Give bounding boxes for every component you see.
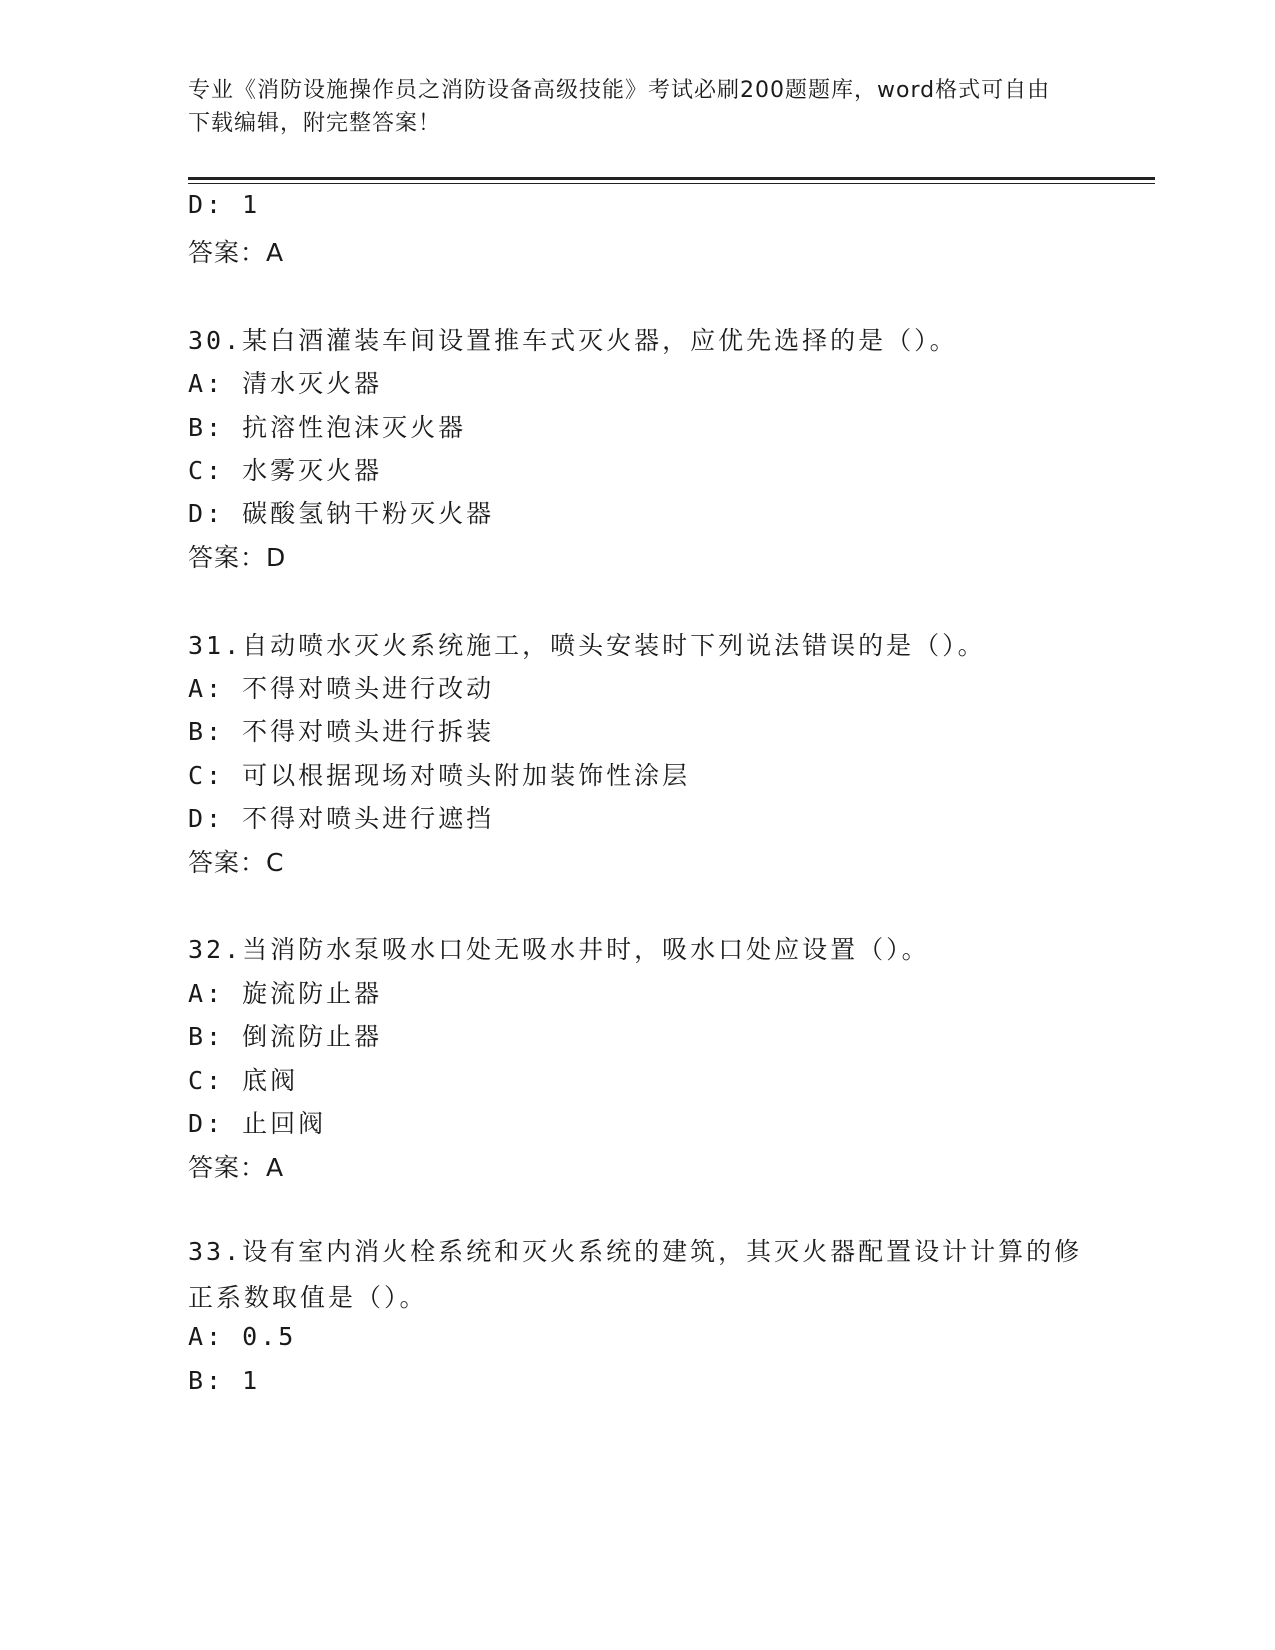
question-31-option-c: C: 可以根据现场对喷头附加装饰性涂层 (188, 761, 691, 790)
question-31-option-a: A: 不得对喷头进行改动 (188, 674, 495, 703)
question-31-answer: 答案：C (188, 848, 285, 877)
question-30-option-a: A: 清水灭火器 (188, 369, 383, 398)
document-header: 专业《消防设施操作员之消防设备高级技能》考试必刷200题题库，word格式可自由下载编辑，附完整答案！ (188, 78, 1051, 136)
question-32-answer: 答案：A (188, 1153, 285, 1182)
question-32-option-b: B: 倒流防止器 (188, 1022, 383, 1051)
question-30-option-c: C: 水雾灭火器 (188, 456, 383, 485)
header-divider-thick (188, 177, 1155, 180)
prev-option-d: D: 1 (188, 190, 261, 219)
question-32-option-c: C: 底阀 (188, 1066, 299, 1095)
prev-answer: 答案：A (188, 238, 285, 267)
question-30-text: 30.某白酒灌装车间设置推车式灭火器，应优先选择的是（）。 (188, 326, 958, 355)
question-31-option-b: B: 不得对喷头进行拆装 (188, 717, 495, 746)
question-33-option-b: B: 1 (188, 1366, 261, 1395)
question-30-option-b: B: 抗溶性泡沫灭火器 (188, 413, 467, 442)
header-divider-thin (188, 183, 1155, 184)
question-30-answer: 答案：D (188, 543, 287, 572)
question-31-option-d: D: 不得对喷头进行遮挡 (188, 804, 495, 833)
question-33-text: 33.设有室内消火栓系统和灭火系统的建筑，其灭火器配置设计计算的修正系数取值是（）。 (188, 1237, 1083, 1312)
question-32-text: 32.当消防水泵吸水口处无吸水井时，吸水口处应设置（）。 (188, 935, 930, 964)
question-32-option-d: D: 止回阀 (188, 1109, 327, 1138)
question-30-option-d: D: 碳酸氢钠干粉灭火器 (188, 499, 495, 528)
question-32-option-a: A: 旋流防止器 (188, 979, 383, 1008)
question-33-option-a: A: 0.5 (188, 1322, 297, 1351)
question-31-text: 31.自动喷水灭火系统施工，喷头安装时下列说法错误的是（）。 (188, 631, 986, 660)
